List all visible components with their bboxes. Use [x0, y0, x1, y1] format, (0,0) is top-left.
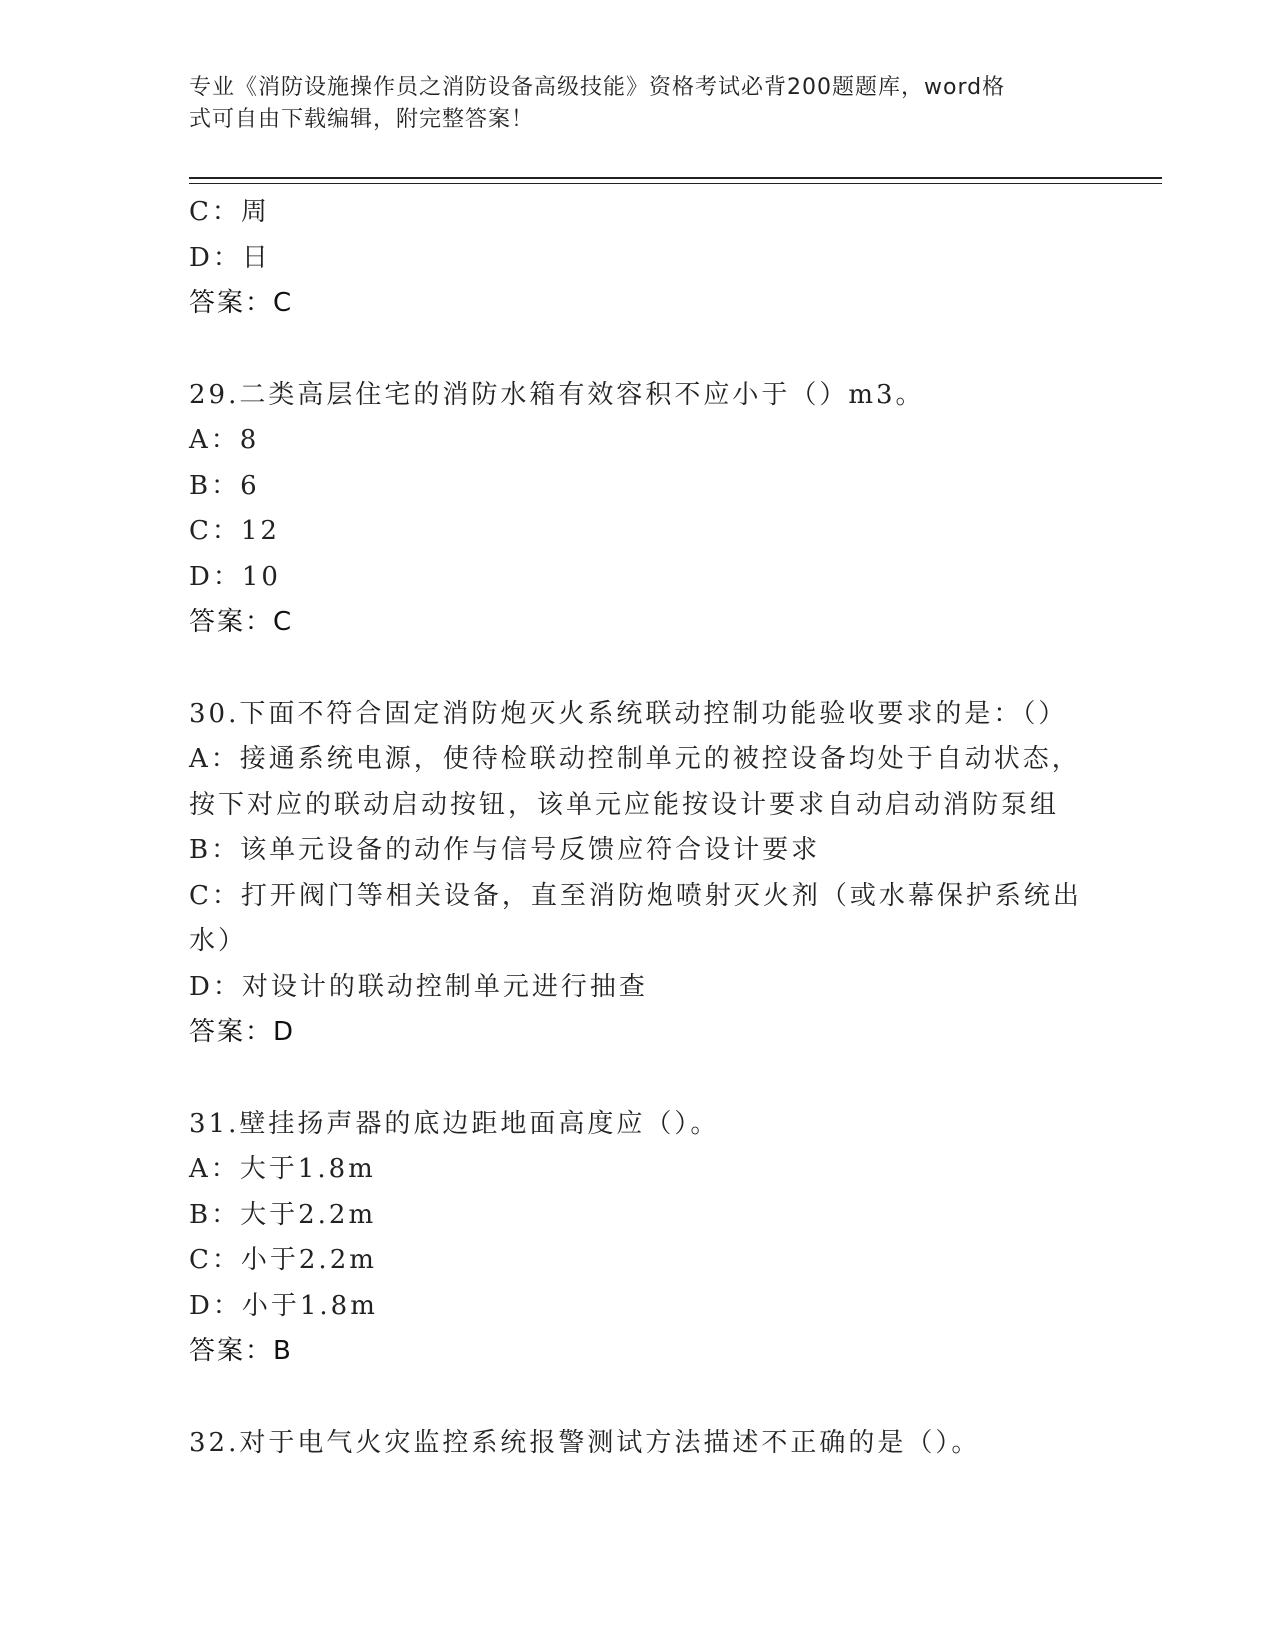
- option-d: D：对设计的联动控制单元进行抽查: [189, 971, 648, 1002]
- option-d: D：小于1.8m: [189, 1290, 378, 1321]
- header-divider-thin: [189, 183, 1162, 184]
- answer-line: 答案：C: [189, 607, 294, 637]
- question-list: [189, 190, 1089, 1466]
- option-d: D：10: [189, 561, 281, 592]
- question-29: [189, 373, 1089, 646]
- header-line-1: 专业《消防设施操作员之消防设备高级技能》资格考试必背200题题库，word格: [189, 75, 1006, 100]
- option-c: C：周: [189, 197, 270, 227]
- option-d: D：日: [189, 242, 271, 273]
- option-c: C：小于2.2m: [189, 1245, 377, 1275]
- question-spacer: [189, 1056, 1089, 1102]
- question-31: [189, 1102, 1089, 1375]
- question-stem: 29.二类高层住宅的消防水箱有效容积不应小于（）m3。: [189, 379, 925, 410]
- question-stem: 31.壁挂扬声器的底边距地面高度应（）。: [189, 1108, 720, 1139]
- header-line-2: 式可自由下载编辑，附完整答案！: [189, 107, 535, 132]
- option-b: B：该单元设备的动作与信号反馈应符合设计要求: [189, 835, 821, 865]
- answer-line: 答案：D: [189, 1017, 296, 1047]
- question-spacer: [189, 1375, 1089, 1421]
- option-a: A：大于1.8m: [189, 1154, 376, 1184]
- option-a: A：8: [189, 425, 260, 455]
- question-28-tail: [189, 190, 1089, 327]
- document-header: [189, 72, 1079, 136]
- option-a-line-2: 按下对应的联动启动按钮，该单元应能按设计要求自动启动消防泵组: [189, 789, 1060, 820]
- option-c: C：12: [189, 516, 280, 546]
- question-spacer: [189, 327, 1089, 373]
- question-stem: 32.对于电气火灾监控系统报警测试方法描述不正确的是（）。: [189, 1427, 981, 1458]
- question-spacer: [189, 646, 1089, 692]
- question-30: [189, 692, 1089, 1056]
- question-32: [189, 1421, 1089, 1467]
- answer-line: 答案：B: [189, 1336, 293, 1366]
- question-stem: 30.下面不符合固定消防炮灭火系统联动控制功能验收要求的是：（）: [189, 698, 1068, 729]
- option-c-line-2: 水）: [189, 926, 248, 956]
- header-divider-thick: [189, 177, 1162, 179]
- option-b: B：6: [189, 470, 260, 501]
- option-a-line-1: A：接通系统电源，使待检联动控制单元的被控设备均处于自动状态，: [189, 744, 1081, 774]
- answer-line: 答案：C: [189, 288, 294, 318]
- option-c-line-1: C：打开阀门等相关设备，直至消防炮喷射灭火剂（或水幕保护系统出: [189, 880, 1082, 911]
- option-b: B：大于2.2m: [189, 1199, 377, 1230]
